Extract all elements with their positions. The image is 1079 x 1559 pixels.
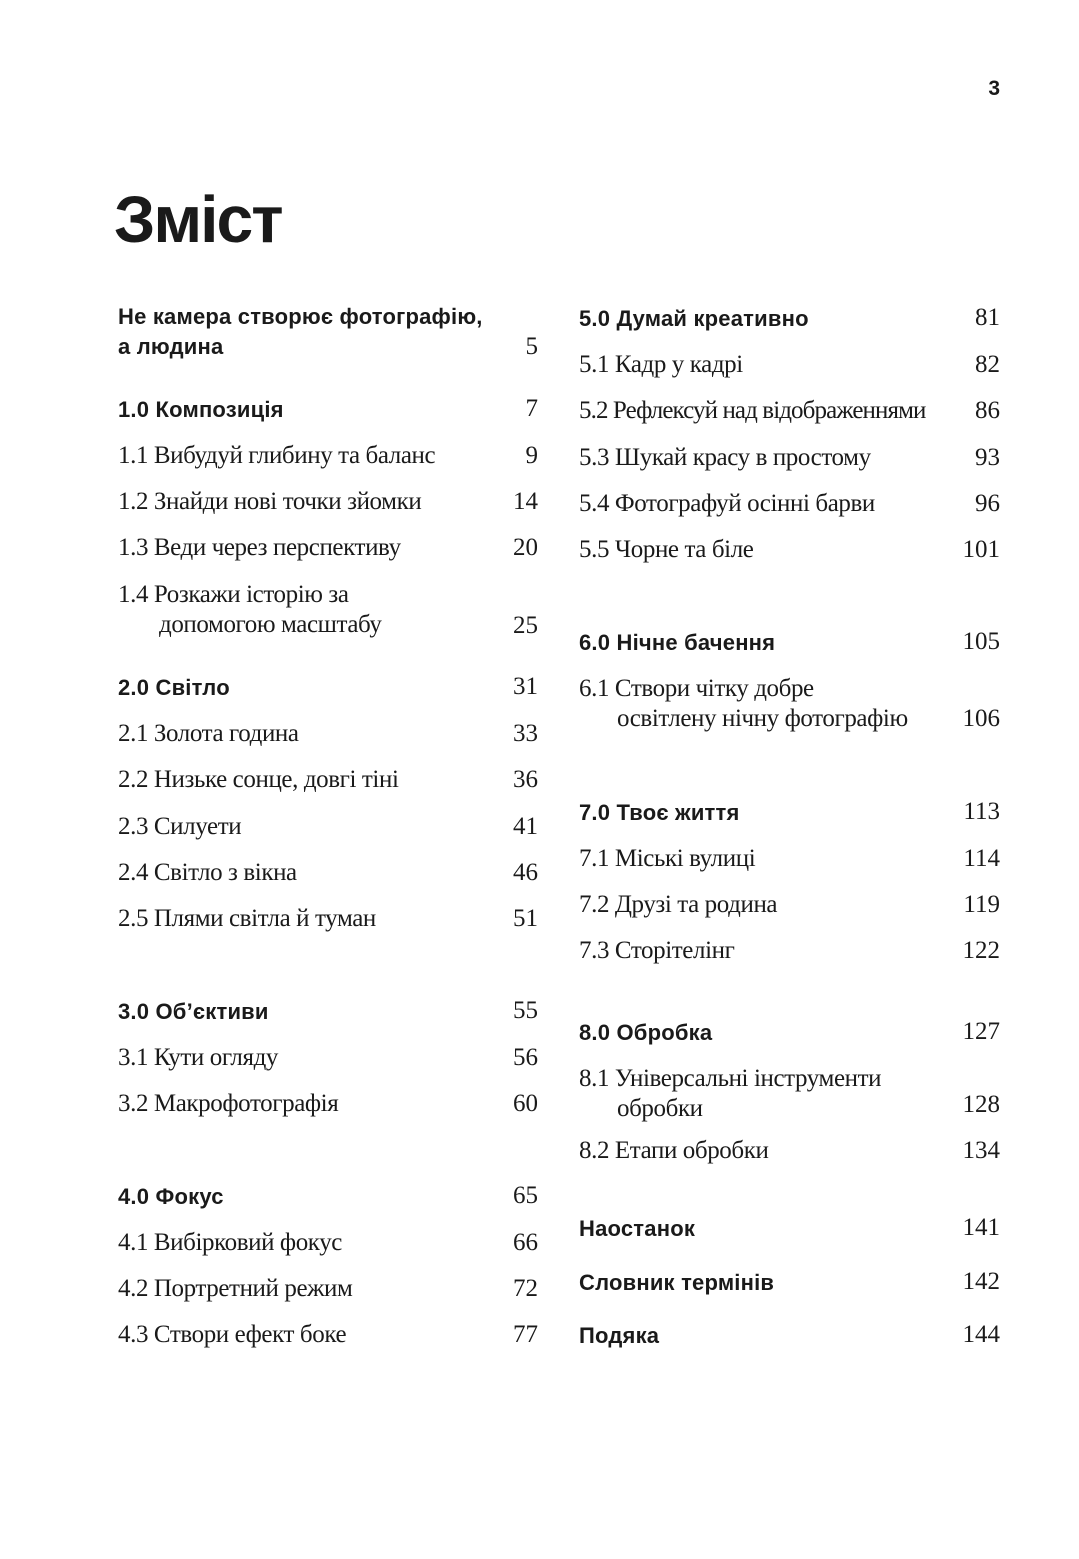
toc-entry-page: 105: [962, 628, 1000, 655]
toc-entry-title: 1.2 Знайди нові точки зйомки: [118, 488, 422, 515]
toc-entry-page: 93: [975, 444, 1000, 471]
toc-entry-title: 5.2 Рефлексуй над відображеннями: [579, 397, 926, 424]
toc-entry-title: 2.5 Плями світла й туман: [118, 905, 376, 932]
toc-entry-title: 2.3 Силуети: [118, 813, 242, 840]
toc-entry-page: 141: [962, 1214, 1000, 1241]
toc-entry-page: 65: [513, 1182, 538, 1209]
toc-entry-page: 36: [513, 766, 538, 793]
toc-entry-title: 6.0 Нічне бачення: [579, 630, 776, 655]
toc-entry-title: 4.1 Вибірковий фокус: [118, 1229, 342, 1256]
toc-entry-title: 7.1 Міські вулиці: [579, 845, 756, 872]
toc-entry-title: 7.0 Твоє життя: [579, 800, 740, 825]
toc-entry-page: 51: [513, 905, 538, 932]
toc-entry-title: 5.3 Шукай красу в простому: [579, 444, 871, 471]
toc-entry-page: 56: [513, 1044, 538, 1071]
toc-entry-page: 101: [962, 536, 1000, 563]
toc-entry-title: 1.1 Вибудуй глибину та баланс: [118, 442, 436, 469]
toc-entry-title: Словник термінів: [579, 1270, 775, 1295]
toc-entry-page: 128: [962, 1091, 1000, 1118]
toc-entry-title: 7.3 Сторітелінг: [579, 937, 735, 964]
toc-entry-page: 41: [513, 813, 538, 840]
toc-entry-page: 46: [513, 859, 538, 886]
toc-entry-title-continued: а людина: [118, 334, 224, 359]
toc-entry-title: Не камера створює фотографію,: [118, 304, 483, 329]
toc-entry-page: 25: [513, 612, 538, 639]
toc-entry-page: 14: [513, 488, 538, 515]
toc-entry-page: 60: [513, 1090, 538, 1117]
toc-entry-title: 4.2 Портретний режим: [118, 1275, 353, 1302]
toc-entry-page: 119: [963, 891, 1000, 918]
toc-entry-title: 1.4 Розкажи історію за: [118, 581, 349, 608]
toc-entry-title: 2.4 Світло з вікна: [118, 859, 297, 886]
toc-entry-title: 8.0 Обробка: [579, 1020, 713, 1045]
toc-entry-page: 55: [513, 997, 538, 1024]
toc-entry-page: 82: [975, 351, 1000, 378]
toc-entry-title: 2.2 Низьке сонце, довгі тіні: [118, 766, 399, 793]
toc-entry-title: Наостанок: [579, 1216, 696, 1241]
toc-entry-page: 72: [513, 1275, 538, 1302]
toc-entry-page: 77: [513, 1321, 538, 1348]
toc-entry-page: 7: [525, 395, 538, 422]
toc-entry-page: 5: [525, 333, 538, 360]
toc-entry-title: 2.1 Золота година: [118, 720, 299, 747]
toc-entry-title-continued: допомогою масштабу: [159, 611, 382, 638]
toc-entry-title: 5.4 Фотографуй осінні барви: [579, 490, 875, 517]
toc-entry-page: 134: [962, 1137, 1000, 1164]
toc-entry-title: 5.0 Думай креативно: [579, 306, 809, 331]
toc-entry-page: 66: [513, 1229, 538, 1256]
toc-entry-title: 4.3 Створи ефект боке: [118, 1321, 347, 1348]
toc-entry-title: 6.1 Створи чітку добре: [579, 675, 814, 702]
toc-entry-page: 106: [962, 705, 1000, 732]
toc-entry-page: 114: [963, 845, 1000, 872]
toc-entry-title: 1.0 Композиція: [118, 397, 284, 422]
toc-entry-title: 4.0 Фокус: [118, 1184, 224, 1209]
toc-entry-title: 7.2 Друзі та родина: [579, 891, 778, 918]
toc-entry-page: 122: [962, 937, 1000, 964]
toc-entry-title: 8.1 Універсальні інструменти: [579, 1065, 882, 1092]
toc-entry-title: 2.0 Світло: [118, 675, 230, 700]
toc-entry-title: 5.5 Чорне та біле: [579, 536, 754, 563]
toc-entry-title: Подяка: [579, 1323, 660, 1348]
toc-entry-page: 142: [962, 1268, 1000, 1295]
page-number: 3: [988, 77, 1000, 100]
toc-entry-page: 33: [513, 720, 538, 747]
toc-entry-title: 5.1 Кадр у кадрі: [579, 351, 743, 378]
toc-entry-page: 20: [513, 534, 538, 561]
toc-entry-title: 3.1 Кути огляду: [118, 1044, 279, 1071]
toc-entry-title: 3.2 Макрофотографія: [118, 1090, 339, 1117]
page-title: Зміст: [114, 182, 282, 256]
toc-entry-page: 96: [975, 490, 1000, 517]
toc-entry-page: 31: [513, 673, 538, 700]
toc-entry-title: 1.3 Веди через перспективу: [118, 534, 401, 561]
toc-entry-title-continued: обробки: [617, 1095, 703, 1122]
toc-entry-page: 144: [962, 1321, 1000, 1348]
toc-entry-page: 127: [962, 1018, 1000, 1045]
toc-entry-title-continued: освітлену нічну фотографію: [617, 705, 908, 732]
toc-entry-page: 113: [963, 798, 1000, 825]
toc-entry-page: 86: [975, 397, 1000, 424]
toc-entry-page: 9: [525, 442, 538, 469]
toc-entry-page: 81: [975, 304, 1000, 331]
toc-entry-title: 8.2 Етапи обробки: [579, 1137, 769, 1164]
toc-entry-title: 3.0 Об’єктиви: [118, 999, 269, 1024]
